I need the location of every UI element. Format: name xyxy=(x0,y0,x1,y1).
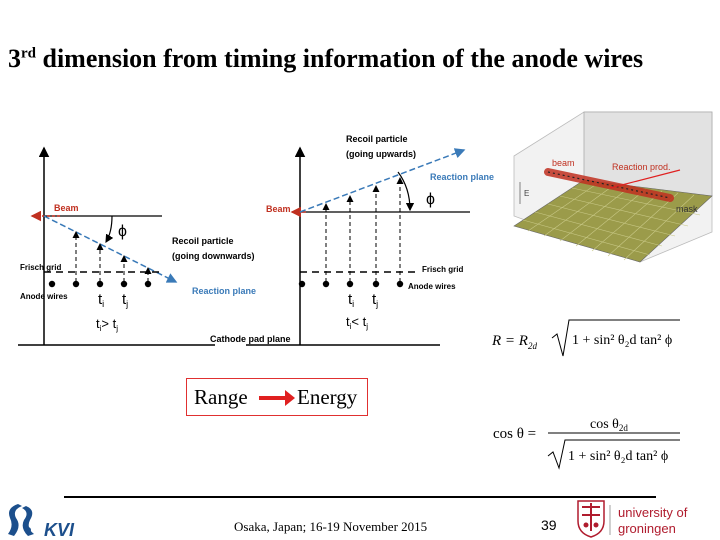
left-ti: $t_i$ xyxy=(98,291,105,309)
left-recoil-label: Recoil particle xyxy=(172,236,234,246)
right-frisch-label: Frisch grid xyxy=(422,265,464,274)
threed-beam-label: beam xyxy=(552,158,575,168)
page-number: 39 xyxy=(541,517,557,533)
right-recoil-dir: (going upwards) xyxy=(346,149,416,159)
cathode-label: Cathode pad plane xyxy=(210,334,291,344)
left-anode-label: Anode wires xyxy=(20,292,68,301)
threed-reaction-label: Reaction prod. xyxy=(612,162,671,172)
right-time-relation: $t_i< t_j$ xyxy=(346,314,369,331)
right-drift-lines xyxy=(326,178,400,282)
threed-mask-label: mask xyxy=(676,204,698,214)
range-to-energy-arrow xyxy=(257,387,297,407)
left-tj: $t_j$ xyxy=(122,291,129,309)
left-drift-lines xyxy=(76,232,148,282)
groningen-line1: university of xyxy=(618,505,688,520)
left-recoil-dir: (going downwards) xyxy=(172,251,255,261)
left-reaction-label: Reaction plane xyxy=(192,286,257,296)
kvi-logo-text: KVI xyxy=(44,520,75,540)
footer-location: Osaka, Japan; 16-19 November 2015 xyxy=(234,519,428,534)
svg-text:cos θ2d: $\cos \theta_{2d}$ xyxy=(590,417,628,433)
left-time-relation: $t_i> t_j$ xyxy=(96,316,119,333)
right-anode-label: Anode wires xyxy=(408,282,456,291)
svg-text:cos θ =: cos θ = xyxy=(493,426,537,442)
svg-text:1 + sin² θ₂d tan² ϕ: 1 + sin² θ₂d tan² ϕ xyxy=(568,449,669,464)
kvi-logo xyxy=(4,500,84,540)
left-anode-wires xyxy=(49,281,151,287)
energy-label: Energy xyxy=(297,385,358,409)
slide-title: 3rd dimension from timing information of the anode wires xyxy=(8,44,644,73)
right-reaction-label: Reaction plane xyxy=(430,172,495,182)
footer-rule xyxy=(64,496,656,498)
right-phi-label: ϕ xyxy=(426,191,435,208)
right-tj: $t_j$ xyxy=(372,291,379,309)
svg-text:R = R2d: $R = R_{2d}$ xyxy=(492,333,537,351)
left-phi-arc xyxy=(106,216,112,242)
equation-range xyxy=(491,320,680,356)
left-phi-label: ϕ xyxy=(118,223,127,240)
right-ti: $t_i$ xyxy=(348,291,355,309)
groningen-line2: groningen xyxy=(618,521,676,536)
groningen-logo xyxy=(574,497,720,539)
range-energy-box xyxy=(186,378,368,416)
right-beam-label: Beam xyxy=(266,204,291,214)
left-frisch-label: Frisch grid xyxy=(20,263,62,272)
right-anode-wires xyxy=(299,281,403,287)
threed-efield-label: E xyxy=(524,189,530,198)
threed-render xyxy=(514,112,712,262)
left-beam-label: Beam xyxy=(54,203,79,213)
right-recoil-label: Recoil particle xyxy=(346,134,408,144)
range-label: Range xyxy=(194,385,248,409)
equation-angle xyxy=(493,417,680,468)
svg-text:1 + sin² θ₂d tan² ϕ: 1 + sin² θ₂d tan² ϕ xyxy=(572,333,673,348)
